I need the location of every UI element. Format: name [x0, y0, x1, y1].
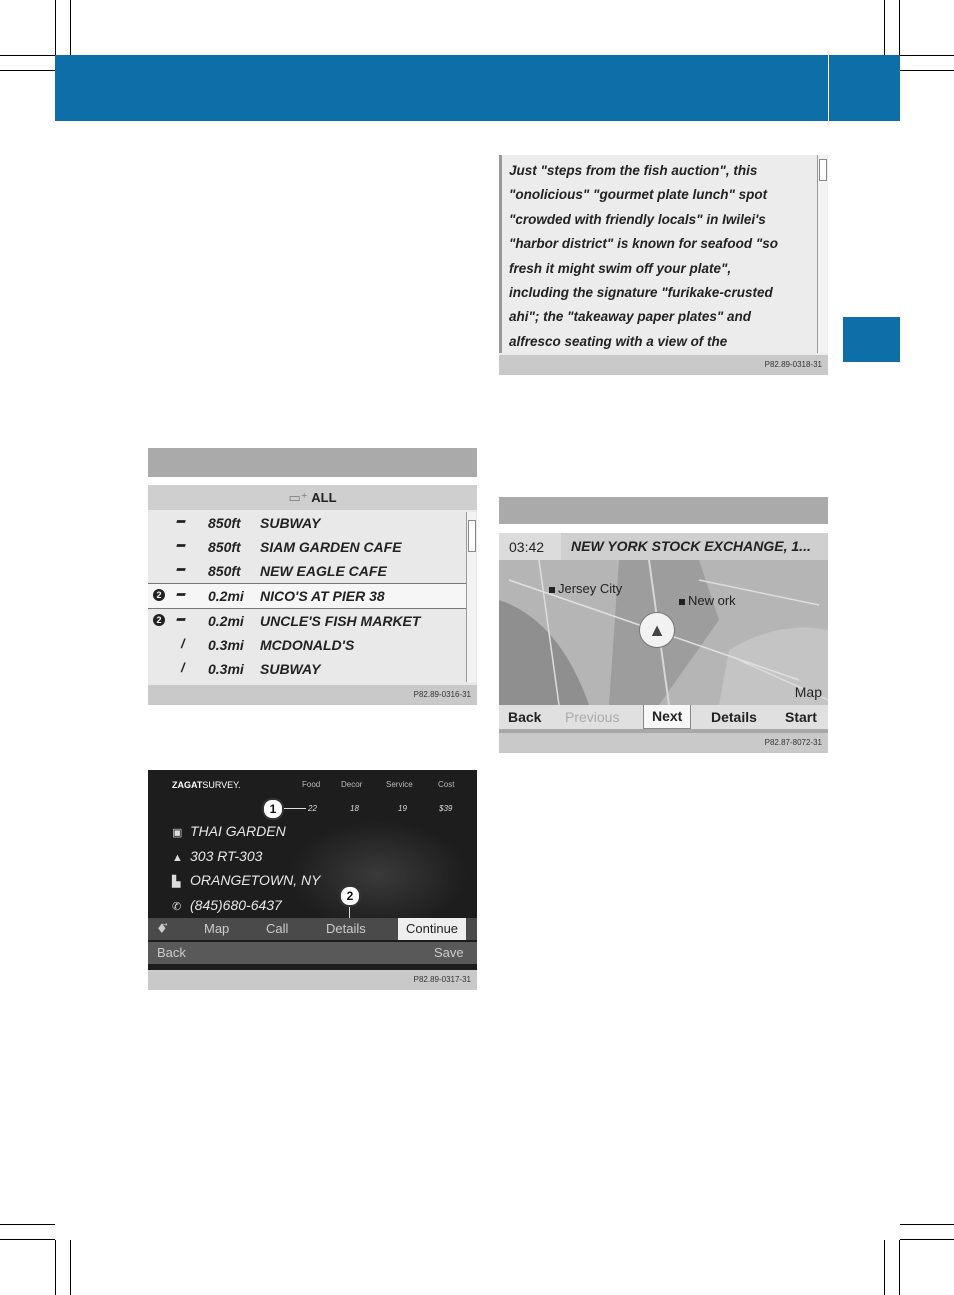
figure-footer	[499, 733, 828, 753]
arrow-left-icon: ━	[176, 514, 184, 529]
poi-row[interactable]	[148, 535, 466, 559]
rating-value-food: 22	[308, 804, 317, 813]
figure-footer	[499, 355, 828, 375]
rating-header-food: Food	[302, 780, 321, 789]
voice-icon[interactable]: ♦⃗	[156, 921, 168, 936]
poi-distance: 0.3mi	[208, 637, 244, 653]
figure-footer	[148, 685, 477, 705]
crop-mark	[0, 55, 55, 56]
crop-mark	[55, 0, 56, 55]
clock: 03:42	[509, 539, 545, 555]
crop-mark	[0, 70, 55, 71]
map-label-new-york	[679, 593, 736, 608]
crop-mark	[900, 1239, 954, 1240]
poi-distance: 0.3mi	[208, 661, 244, 677]
details-line: Just "steps from the fish auction", this	[509, 163, 758, 178]
arrow-left-icon: ━	[176, 612, 184, 627]
save-button[interactable]: Save	[434, 945, 464, 960]
rating-value-service: 19	[398, 804, 407, 813]
crop-mark	[70, 1240, 71, 1295]
call-button[interactable]: Call	[266, 921, 289, 936]
phone-icon: ✆	[172, 901, 182, 913]
arrow-up-icon: /	[181, 660, 185, 675]
poi-name: SUBWAY	[260, 661, 321, 677]
crop-mark	[900, 1224, 954, 1225]
poi-name: SIAM GARDEN CAFE	[260, 539, 402, 555]
crop-mark	[70, 0, 71, 55]
back-button[interactable]: Back	[157, 945, 186, 960]
poi-category-label: ALL	[311, 490, 337, 505]
details-text-screen	[499, 155, 828, 375]
figure-footer	[148, 970, 477, 990]
poi-name: SUBWAY	[260, 515, 321, 531]
continue-button[interactable]: Continue	[398, 918, 466, 940]
poi-row[interactable]	[148, 657, 466, 681]
figure-code: P82.89-0318-31	[764, 360, 822, 369]
crop-mark	[899, 0, 900, 55]
details-line: ahi"; the "takeaway paper plates" and	[509, 309, 752, 325]
arrow-up-icon: /	[181, 636, 185, 651]
scrollbar-thumb[interactable]	[468, 520, 476, 552]
poi-name: MCDONALD'S	[260, 637, 355, 653]
zagat-bottom-bar	[148, 942, 477, 964]
scroll-indicator	[499, 155, 502, 353]
details-line: "onolicious" "gourmet plate lunch" spot	[509, 187, 768, 203]
poi-list-screen	[148, 485, 477, 705]
details-button[interactable]: Details	[711, 709, 757, 725]
figure-code: P82.87-8072-31	[764, 738, 822, 747]
street-icon: ▲	[172, 852, 183, 864]
map-button[interactable]: Map	[794, 684, 822, 700]
zagat-button-bar	[148, 918, 477, 940]
details-line: including the signature "furikake-crusted	[509, 285, 773, 301]
start-button[interactable]: Start	[785, 709, 817, 725]
poi-row[interactable]	[148, 633, 466, 657]
map-button[interactable]: Map	[204, 921, 230, 936]
header-bar	[55, 55, 828, 121]
destination-label: NEW YORK STOCK EXCHANGE, 1...	[561, 533, 828, 560]
crop-mark	[0, 1224, 55, 1225]
next-button[interactable]: Next	[643, 705, 691, 729]
route-button-bar	[499, 705, 828, 729]
arrow-left-icon: ━	[176, 587, 184, 602]
poi-distance: 0.2mi	[208, 588, 244, 604]
poi-row[interactable]	[148, 609, 466, 633]
poi-distance: 850ft	[208, 563, 241, 579]
restaurant-name-text: THAI GARDEN	[190, 823, 286, 839]
figure-code: P82.89-0317-31	[413, 975, 471, 984]
crop-mark	[884, 1240, 885, 1295]
details-line: "crowded with friendly locals" in Iwilei's	[509, 211, 766, 227]
details-line: fresh it might swim off your plate",	[509, 260, 732, 276]
crop-mark	[55, 1240, 56, 1295]
back-button[interactable]: Back	[508, 709, 542, 725]
restaurant-name	[172, 823, 286, 839]
category-icon: ▭⁺	[288, 490, 312, 505]
restaurant-street	[172, 848, 262, 864]
crop-mark	[900, 55, 954, 56]
header-tab	[829, 55, 900, 121]
poi-name: UNCLE'S FISH MARKET	[260, 613, 421, 629]
callout-marker: 2	[339, 885, 361, 907]
rating-header-service: Service	[386, 780, 413, 789]
restaurant-city-text: ORANGETOWN, NY	[190, 872, 321, 888]
poi-name: NICO'S AT PIER 38	[260, 588, 385, 604]
rating-header-decor: Decor	[341, 780, 363, 789]
route-map-screen	[499, 533, 828, 753]
route-status-bar	[499, 533, 828, 560]
city-icon: ▙	[172, 876, 181, 888]
details-button[interactable]: Details	[326, 921, 366, 936]
crop-mark	[884, 0, 885, 55]
callout-leader	[284, 808, 306, 809]
crop-mark	[899, 1240, 900, 1295]
zagat-detail-screen	[148, 770, 477, 990]
arrow-left-icon: ━	[176, 538, 184, 553]
zagat-logo	[172, 780, 241, 790]
poi-distance: 850ft	[208, 515, 241, 531]
crop-mark	[0, 1239, 55, 1240]
map-label-jersey-city	[549, 581, 622, 596]
details-line: alfresco seating with a view of the	[509, 333, 728, 349]
restaurant-phone-text: (845)680-6437	[190, 897, 282, 913]
scrollbar-thumb[interactable]	[819, 159, 827, 181]
restaurant-icon: ▣	[172, 827, 183, 839]
chapter-tab	[843, 317, 900, 362]
poi-list-header	[148, 485, 477, 510]
rating-header-cost: Cost	[438, 780, 455, 789]
poi-distance: 0.2mi	[208, 613, 244, 629]
scrollbar[interactable]	[466, 512, 476, 682]
callout-marker: 1	[262, 798, 284, 820]
poi-row[interactable]	[148, 511, 466, 535]
details-text	[509, 159, 809, 354]
previous-button[interactable]: Previous	[565, 709, 620, 725]
scrollbar[interactable]	[817, 155, 827, 353]
zagat-logo-regular: SURVEY.	[202, 780, 241, 790]
figure-code: P82.89-0316-31	[413, 690, 471, 699]
map-label-text: New ork	[688, 593, 736, 608]
rating-value-decor: 18	[350, 804, 359, 813]
poi-row-selected[interactable]	[148, 583, 466, 609]
marker-badge: 2	[153, 614, 165, 626]
figure-label-bar	[499, 497, 828, 524]
map-view[interactable]	[499, 560, 828, 705]
details-line: "harbor district" is known for seafood "so	[509, 236, 778, 252]
poi-name: NEW EAGLE CAFE	[260, 563, 387, 579]
zagat-logo-bold: ZAGAT	[172, 780, 203, 790]
restaurant-phone	[172, 897, 282, 913]
poi-row[interactable]	[148, 559, 466, 583]
rating-value-cost: $39	[439, 804, 453, 813]
marker-badge: 2	[153, 589, 165, 601]
vehicle-position-icon: ▲	[639, 612, 675, 648]
poi-distance: 850ft	[208, 539, 241, 555]
arrow-left-icon: ━	[176, 562, 184, 577]
restaurant-city	[172, 872, 320, 888]
figure-label-bar	[148, 448, 477, 477]
restaurant-street-text: 303 RT-303	[190, 848, 263, 864]
map-label-text: Jersey City	[558, 581, 623, 596]
crop-mark	[900, 70, 954, 71]
